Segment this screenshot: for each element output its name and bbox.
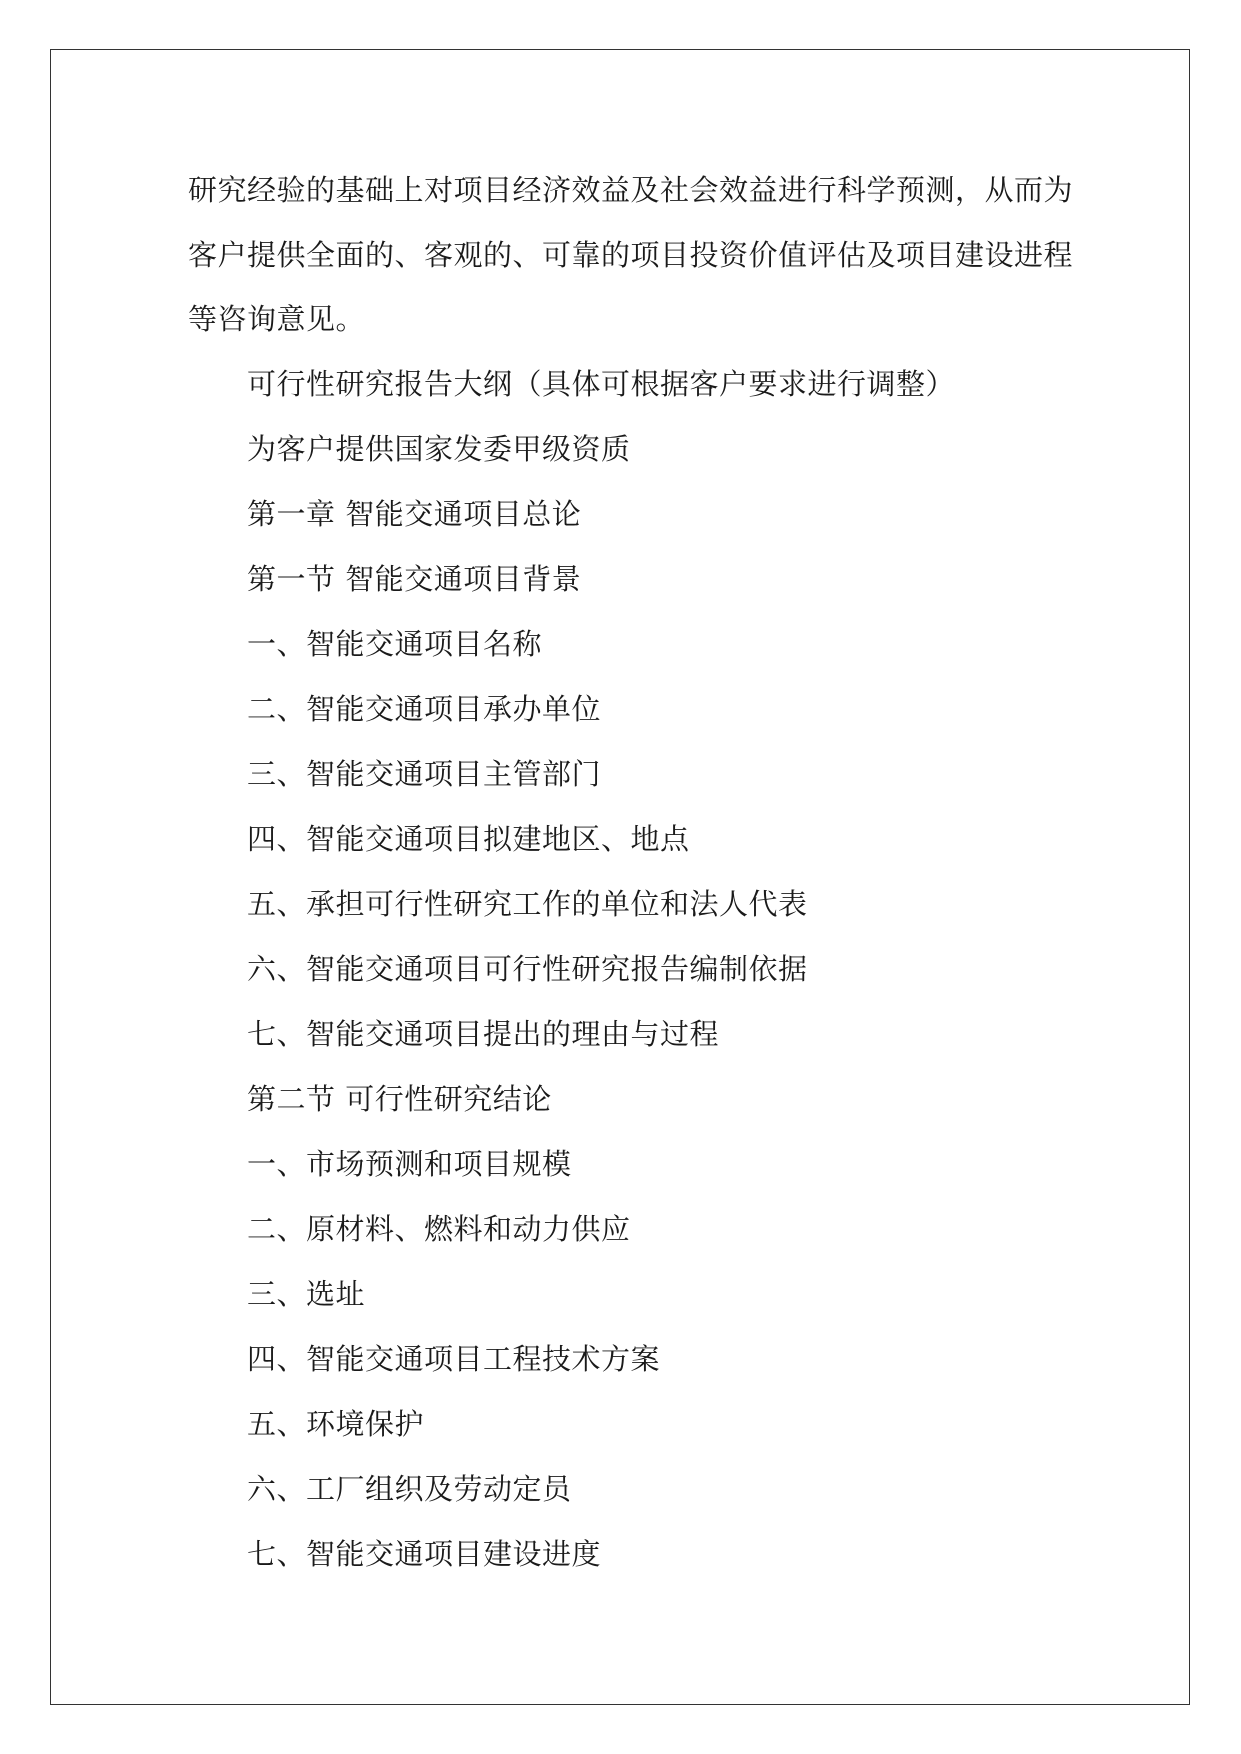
chapter-title: 第一章 智能交通项目总论 [247, 497, 582, 531]
outline-item: 七、智能交通项目提出的理由与过程 [247, 1017, 720, 1051]
outline-item: 四、智能交通项目工程技术方案 [247, 1342, 661, 1376]
outline-item: 五、环境保护 [247, 1407, 425, 1441]
outline-heading: 可行性研究报告大纲（具体可根据客户要求进行调整） [247, 367, 956, 401]
outline-item: 一、智能交通项目名称 [247, 627, 543, 661]
outline-item: 六、工厂组织及劳动定员 [247, 1472, 572, 1506]
intro-paragraph [188, 158, 1074, 352]
outline-item: 二、智能交通项目承办单位 [247, 692, 602, 726]
paragraph-line: 研究经验的基础上对项目经济效益及社会效益进行科学预测，从而为 [188, 173, 1074, 207]
paragraph-line: 等咨询意见。 [188, 302, 366, 336]
outline-item: 一、市场预测和项目规模 [247, 1147, 572, 1181]
report-outline [247, 352, 1107, 1587]
paragraph-line: 客户提供全面的、客观的、可靠的项目投资价值评估及项目建设进程 [188, 237, 1074, 272]
outline-item: 五、承担可行性研究工作的单位和法人代表 [247, 887, 808, 921]
outline-item: 三、智能交通项目主管部门 [247, 757, 602, 791]
outline-item: 四、智能交通项目拟建地区、地点 [247, 822, 690, 856]
outline-item: 二、原材料、燃料和动力供应 [247, 1212, 631, 1246]
outline-item: 三、选址 [247, 1277, 366, 1311]
outline-note: 为客户提供国家发委甲级资质 [247, 432, 631, 466]
outline-item: 七、智能交通项目建设进度 [247, 1537, 602, 1571]
outline-item: 六、智能交通项目可行性研究报告编制依据 [247, 952, 808, 986]
section-title: 第二节 可行性研究结论 [247, 1082, 552, 1116]
section-title: 第一节 智能交通项目背景 [247, 562, 582, 596]
